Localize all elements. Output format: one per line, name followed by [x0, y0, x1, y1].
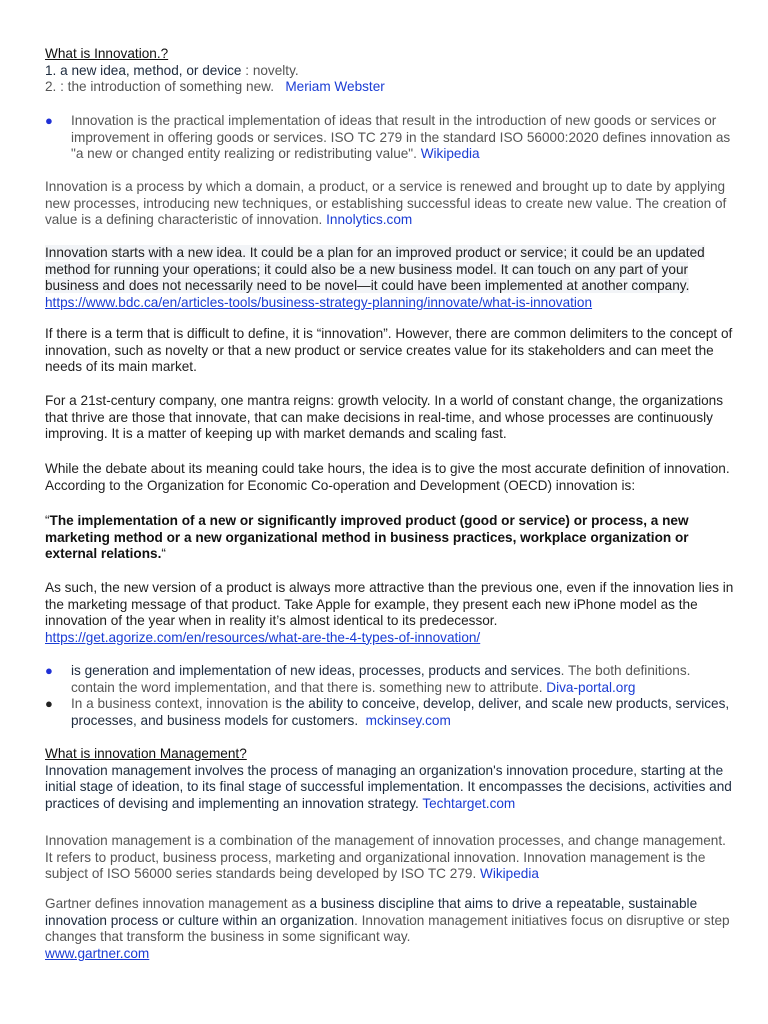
definition-1-rest: : novelty. — [241, 62, 299, 78]
source-link-mckinsey[interactable]: mckinsey.com — [365, 712, 451, 728]
bullet-text-main: the ability to conceive, develop, deliver, and scale new products, services, processes, and business models for customers. — [71, 696, 730, 728]
definition-1-number: 1. — [45, 62, 61, 78]
paragraph-text: Innovation is a process by which a domain, a product, or a service is renewed and brought up to date by applying new processes, introducing new techniques, or establishing successful ideas to create new value. The creation of value is a defining characteristic of innovation. — [45, 179, 727, 228]
source-link-techtarget[interactable]: Techtarget.com — [422, 795, 516, 811]
bullet-dot-icon: ● — [45, 663, 53, 678]
paragraph-bdc — [45, 245, 735, 311]
source-link-diva-portal[interactable]: Diva-portal.org — [546, 679, 636, 695]
bullet-dot-icon: ● — [45, 696, 53, 711]
paragraph-text: If there is a term that is difficult to define, it is “innovation”. However, there are common delimiters to the concept of innovation, such as novelty or that a new product or service creates value for its stakeholders and can meet the needs of its main market. — [45, 326, 733, 375]
paragraph-text-highlighted: Innovation starts with a new idea. It could be a plan for an improved product or service; it could be an updated method for running your operations; it could also be a new business model. It can touch on any part of your business and does not necessarily need to be novel—it could have been implemented at another company. — [45, 245, 705, 294]
url-link-gartner[interactable]: www.gartner.com — [45, 945, 150, 961]
paragraph-text: For a 21st-century company, one mantra reigns: growth velocity. In a world of constant change, the organizations that thrive are those that innovate, that can make decisions in real-time, and whose processes are continuously improving. It is a matter of keeping up with market demands and scaling fast. — [45, 393, 724, 442]
paragraph-text: As such, the new version of a product is always more attractive than the previous one, even if the innovation lies in the marketing message of that product. Take Apple for example, they present each new iPhone model as the innovation of the year when in reality it’s almost identical to its predecessor. — [45, 580, 734, 629]
bullet-text-pre: In a business context, innovation is — [71, 696, 286, 711]
source-link-wikipedia[interactable]: Wikipedia — [420, 146, 480, 162]
definition-block — [45, 46, 735, 96]
source-link-innolytics[interactable]: Innolytics.com — [326, 212, 413, 228]
paragraph-innolytics — [45, 179, 735, 229]
source-link-meriam-webster[interactable]: Meriam Webster — [285, 79, 385, 95]
paragraph-growth-velocity — [45, 393, 735, 443]
paragraph-text: Innovation management is a combination of the management of innovation processes, and change management. It refers to product, business process, marketing and organizational innovation. Innovation management is the subject of ISO 56000 series standards being developed by ISO TC 279. — [45, 833, 726, 882]
bullet-item-diva-portal — [45, 663, 735, 696]
section-heading-innovation-management: What is innovation Management? — [45, 746, 247, 761]
quote-close-mark: “ — [161, 546, 166, 562]
url-link-bdc[interactable]: https://www.bdc.ca/en/articles-tools/business-strategy-planning/innovate/what-is-innovation — [45, 294, 593, 310]
paragraph-text-pre: Gartner defines innovation management as — [45, 896, 310, 911]
innovation-management-block — [45, 746, 735, 812]
definition-2-text: 2. : the introduction of something new. — [45, 79, 274, 95]
bullet-dot-icon: ● — [45, 113, 53, 128]
source-link-wikipedia-2[interactable]: Wikipedia — [480, 866, 539, 882]
paragraph-definition-difficulty — [45, 326, 735, 376]
quote-text: The implementation of a new or significantly improved product (good or service) or process, a new marketing method or a new organizational method in business practices, workplace organization or external relations. — [45, 513, 689, 562]
quote-open-mark: “ — [45, 513, 50, 528]
paragraph-text-main: a business discipline that aims to drive a repeatable, sustainable innovation process or culture within an organization — [45, 896, 698, 928]
oecd-quote — [45, 513, 735, 563]
bullet-item-mckinsey — [45, 696, 735, 729]
definition-1-term: a new idea, method, or device — [60, 62, 242, 78]
paragraph-text: Innovation management involves the process of managing an organization's innovation procedure, starting at the initial stage of ideation, to its final stage of successful implementation. It encompasses the decisions, activities and practices of devising and implementing an innovation strategy. — [45, 762, 732, 811]
paragraph-text: While the debate about its meaning could take hours, the idea is to give the most accurate definition of innovation. According to the Organization for Economic Co-operation and Development (OECD) innovation is: — [45, 461, 730, 493]
section-heading-innovation: What is Innovation.? — [45, 46, 169, 61]
bullet-text-main: generation and implementation of new ideas, processes, products and services — [84, 663, 561, 678]
bullet-item-wikipedia-definition — [45, 113, 735, 163]
paragraph-oecd-intro — [45, 461, 735, 494]
paragraph-apple-example — [45, 580, 735, 646]
url-link-agorize[interactable]: https://get.agorize.com/en/resources/what-are-the-4-types-of-innovation/ — [45, 629, 481, 645]
bullet-text-rest: . The both definitions. contain the word implementation, and that there is. something new to attribute. — [71, 663, 691, 695]
bullet-text-pre: is — [71, 663, 85, 678]
bullet-text: Innovation is the practical implementation of ideas that result in the introduction of new goods or services or improvement in offering goods or services. ISO TC 279 in the standard ISO 56000:2020 defines innovation as "a new or changed entity realizing or redistributing value". — [71, 113, 731, 162]
paragraph-wikipedia-management — [45, 833, 735, 883]
paragraph-gartner — [45, 896, 735, 962]
paragraph-text-rest: . Innovation management initiatives focus on disruptive or step changes that transform the business in some significant way. — [45, 912, 730, 945]
